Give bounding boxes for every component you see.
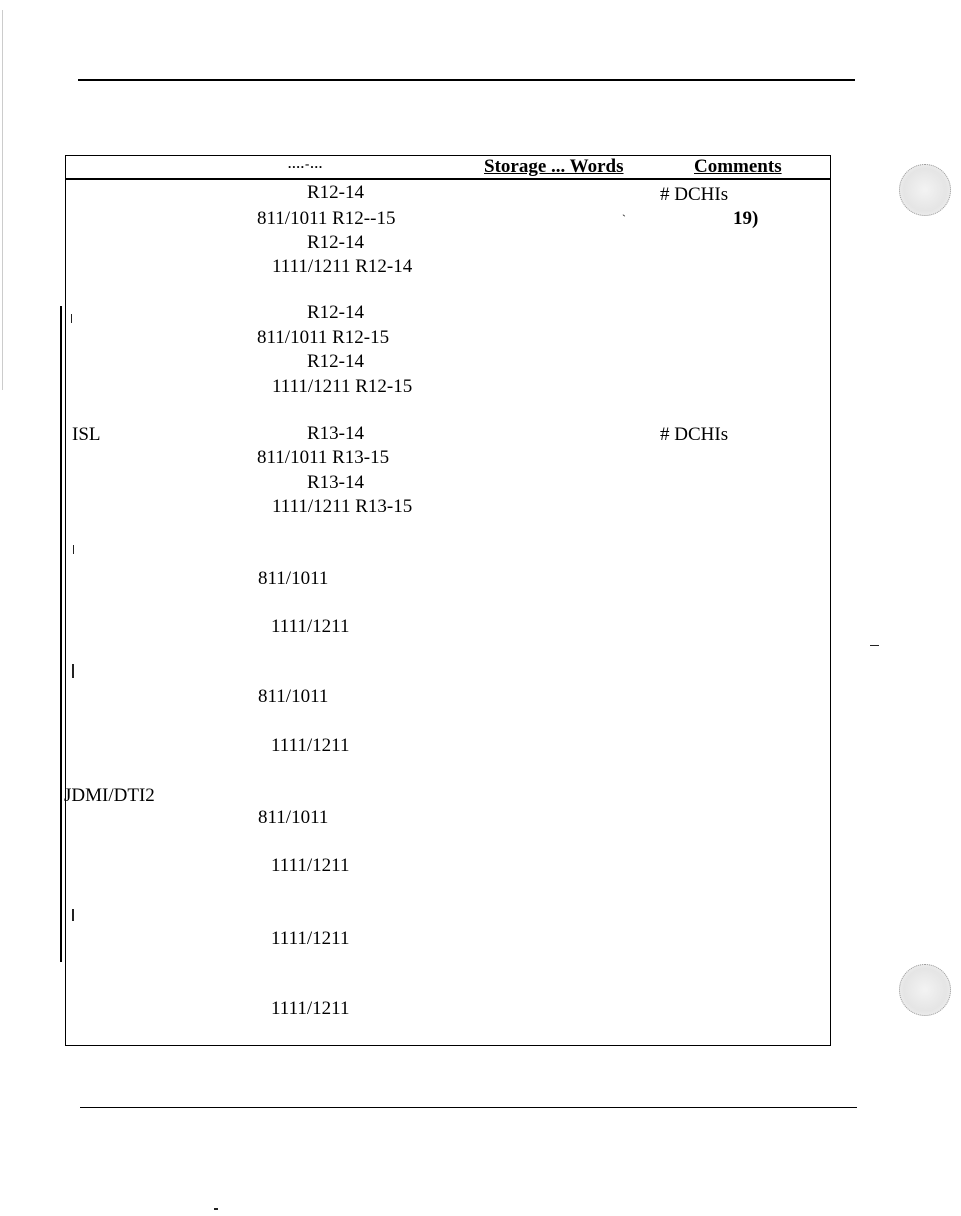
table-cell-release: 1111/1211	[271, 855, 350, 876]
header-underline	[65, 178, 831, 180]
margin-mark	[73, 545, 74, 554]
table-cell-release: 1111/1211 R12-15	[272, 376, 413, 397]
row-label: ISL	[72, 424, 101, 445]
header-storage: Storage ... Words	[484, 156, 624, 177]
table-cell-release: 811/1011	[258, 568, 329, 589]
table-cell-release: R12-14	[307, 182, 364, 203]
top-rule	[78, 79, 855, 81]
table-cell-release: R13-14	[307, 472, 364, 493]
table-cell-comments: # DCHIs	[660, 424, 729, 445]
table-frame	[65, 155, 831, 1046]
table-cell-release: 811/1011 R12-15	[257, 327, 390, 348]
table-cell-release: R12-14	[307, 351, 364, 372]
table-cell-release: 811/1011	[258, 686, 329, 707]
header-release: ....-...	[288, 156, 324, 171]
table-cell-release: 811/1011 R13-15	[257, 447, 390, 468]
table-cell-release: 1111/1211	[271, 616, 350, 637]
binder-hole-mark	[899, 164, 951, 216]
header-comments: Comments	[694, 156, 782, 177]
table-cell-release: R12-14	[307, 232, 364, 253]
table-cell-comments: # DCHIs	[660, 184, 729, 205]
table-cell-storage: `	[622, 212, 626, 226]
table-cell-release: 811/1011	[258, 807, 329, 828]
margin-mark	[870, 645, 879, 646]
table-cell-release: R12-14	[307, 302, 364, 323]
margin-mark	[2, 10, 3, 390]
table-cell-release: 811/1011 R12--15	[257, 208, 396, 229]
table-cell-release: 1111/1211	[271, 998, 350, 1019]
table-cell-release: 1111/1211 R13-15	[272, 496, 413, 517]
change-bar	[60, 306, 62, 962]
margin-mark	[214, 1208, 218, 1210]
margin-mark	[71, 314, 72, 323]
margin-mark	[72, 909, 74, 921]
margin-mark	[72, 664, 74, 678]
table-cell-release: R13-14	[307, 423, 364, 444]
row-label: JDMI/DTI2	[64, 785, 155, 806]
table-cell-release: 1111/1211	[271, 735, 350, 756]
bottom-rule	[80, 1107, 857, 1108]
table-cell-release: 1111/1211 R12-14	[272, 256, 413, 277]
table-cell-release: 1111/1211	[271, 928, 350, 949]
table-cell-comments: 19)	[733, 208, 759, 229]
binder-hole-mark	[899, 964, 951, 1016]
